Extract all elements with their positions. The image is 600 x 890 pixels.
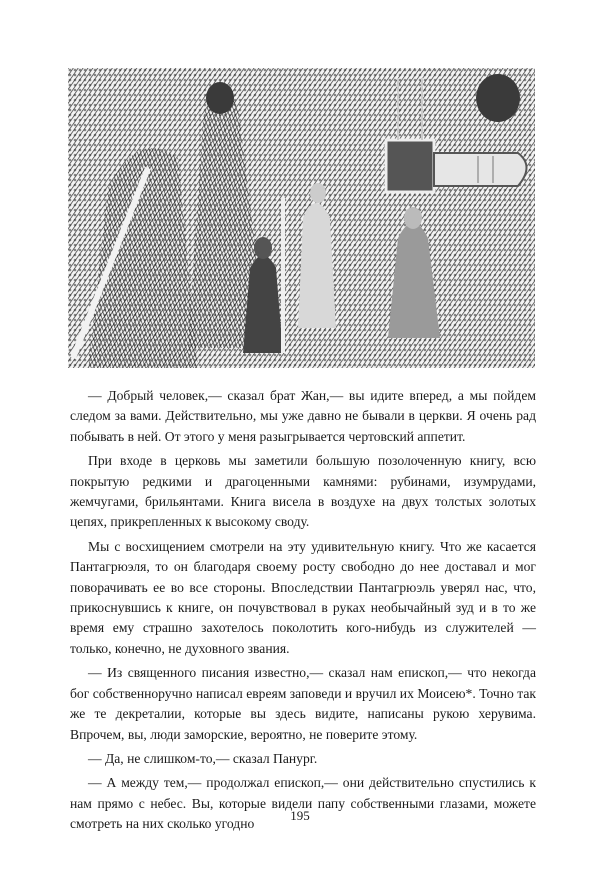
engraving-image: [68, 68, 535, 368]
paragraph: При входе в церковь мы заметили большую позолоченную книгу, всю покрытую редкими и драгоценными камнями: рубинами, изумрудами, жемчугами, брильянтами. Книга висела в воздухе на двух толстых золотых цепях, прикрепленных к высокому своду.: [70, 453, 536, 530]
paragraph: — Из священного писания известно,— сказал нам епископ,— что некогда бог собственноручно написал евреям заповеди и вручил их Моисею*. Точно так же те декреталии, которые вы здесь видите, написаны рукою херувима. Впрочем, вы, люди заморские, вероятно, не поверите этому.: [70, 665, 536, 742]
paragraph: — Добрый человек,— сказал брат Жан,— вы идите вперед, а мы пойдем следом за вами. Действительно, мы уже давно не бывали в церкви. Я очень рад побывать в ней. От этого у меня разыгрывается чертовский аппетит.: [70, 388, 536, 444]
page-number: 195: [290, 808, 310, 823]
paragraph: Мы с восхищением смотрели на эту удивительную книгу. Что же касается Пантагрюэля, то он благодаря своему росту свободно до нее доставал и мог поворачивать ее во все стороны. Впоследствии Пантагрюэль уверял нас, что, прикоснувшись к книге, он почувствовал в руках необычайный зуд и в то же время ему страшно захотелось поколотить кого-нибудь из служителей — только, конечно, не духовного звания.: [70, 538, 536, 656]
main-text: [70, 386, 536, 835]
paragraph: — Да, не слишком-то,— сказал Панург.: [88, 750, 318, 766]
engraving-illustration: [68, 68, 535, 368]
paragraph: — А между тем,— продолжал епископ,— они действительно спустились к нам прямо с небес. Вы, которые видели папу собственными глазами, можете смотреть на них сколько угодно: [70, 775, 536, 832]
